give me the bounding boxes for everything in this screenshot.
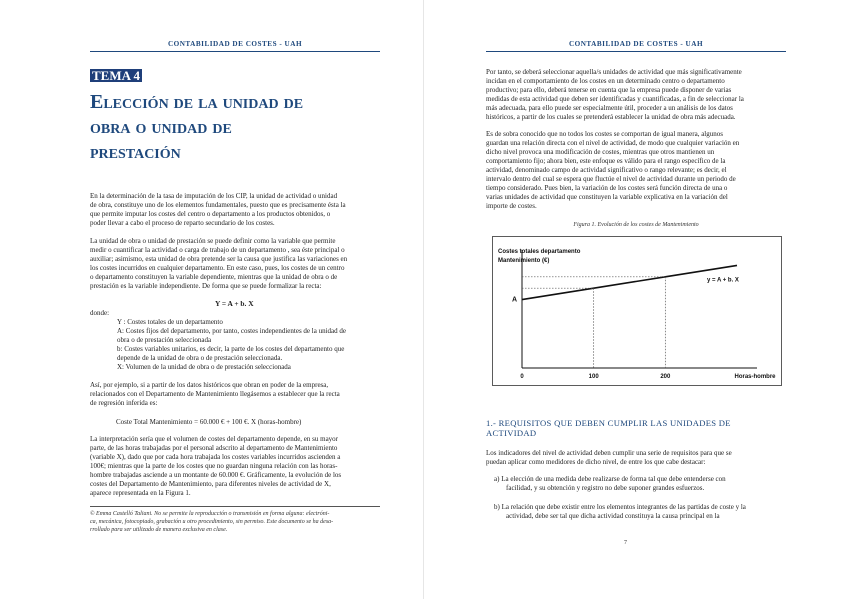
- tema-label: TEMA 4: [92, 68, 141, 83]
- text-line: auxiliar; asimismo, esta unidad de obra pretende ser la causa que justifica las variaciones en: [90, 255, 348, 263]
- x-axis-label: Horas-hombre: [734, 374, 776, 380]
- requirement-item-b: [494, 503, 786, 521]
- definition-paragraph: [90, 237, 382, 291]
- text-line: productivo; para ello, deberá tenerse en cuenta que la empresa puede disponer de varias: [486, 86, 732, 94]
- right-page: [424, 0, 848, 599]
- text-line: medir o cuantificar la actividad o carga de trabajo de un departamento , sea éste principal o: [90, 246, 345, 254]
- text-line: En la determinación de la tasa de imputación de los CIP, la unidad de actividad o unidad: [90, 192, 338, 200]
- text-line: relacionados con el Departamento de Mantenimiento llegásemos a establecer que la recta: [90, 390, 340, 398]
- line-equation-label: y = A + b. X: [707, 277, 739, 284]
- section-heading-line: ACTIVIDAD: [486, 428, 537, 438]
- requirements-paragraph: [486, 449, 786, 467]
- text-line: parte, de las horas trabajadas por el personal adscrito al departamento de Mantenimiento: [90, 444, 338, 452]
- text-line: históricos, a partir de los cuales se pretenderá establecer la unidad de obra más adecuada.: [486, 113, 736, 121]
- x-tick-label-200: 200: [660, 374, 671, 380]
- left-running-header: CONTABILIDAD DE COSTES - UAH: [167, 40, 303, 48]
- maintenance-cost-chart: [492, 236, 782, 386]
- y-axis-label-line2: Mantenimiento (€): [498, 258, 550, 264]
- footer-line: rrollado para ser utilizado de manera exclusiva en clase.: [90, 527, 228, 533]
- chapter-title-line: Elección de la unidad de: [90, 91, 304, 113]
- text-line: guardan una relación directa con el nivel de actividad, de modo que cualquier variación en: [486, 139, 740, 147]
- x-tick-label-100: 100: [588, 374, 599, 380]
- text-line: Así, por ejemplo, si a partir de los datos históricos que obran en poder de la empresa,: [90, 381, 329, 389]
- text-line: La unidad de obra o unidad de prestación se puede definir como la variable que permite: [90, 237, 336, 245]
- text-line: actividad, denominado campo de actividad significativo o rango relevante; es decir, el: [486, 166, 727, 174]
- definition-item: b: Costes variables unitarios, es decir, la parte de los costes del departamento que: [117, 345, 345, 353]
- x-tick-label-0: 0: [520, 374, 524, 380]
- text-line: facilidad, y su obtención y registro no debe suponer grandes esfuerzos.: [506, 484, 705, 492]
- example-paragraph: [90, 381, 382, 408]
- text-line: aparece representada en la Figura 1.: [90, 489, 191, 497]
- page-number: 7: [624, 540, 627, 546]
- text-line: Por tanto, se deberá seleccionar aquella/s unidades de actividad que más significativamente: [486, 68, 742, 76]
- text-line: medidas de esta actividad que deben ser identificadas y cuantificadas, a fin de seleccionar la: [486, 95, 744, 103]
- text-line: 100€; mientras que la parte de los costes que no guardan ninguna relación con las horas-: [90, 462, 338, 470]
- text-line: incidan en el comportamiento de los costes en un determinado centro o departamento: [486, 77, 725, 85]
- text-line: de obra, constituye uno de los elementos fundamentales, puesto que es precisamente ésta la: [90, 201, 346, 209]
- text-line: de regresión inferida es:: [90, 399, 158, 407]
- cost-formula: Coste Total Mantenimiento = 60.000 € + 100 €. X (horas-hombre): [116, 418, 302, 426]
- text-line: comportamiento fijo; ahora bien, este enfoque es válido para el rango específico de la: [486, 157, 726, 165]
- footer-rule: [90, 506, 380, 507]
- line-formula: Y = A + b. X: [215, 299, 254, 308]
- right-running-header: CONTABILIDAD DE COSTES - UAH: [568, 40, 704, 48]
- text-line: (variable X), dado que por cada hora trabajada los costes variables incurridos ascienden a: [90, 453, 341, 461]
- text-line: importe de costes.: [486, 202, 537, 210]
- text-line: prestación es la variable independiente. De forma que se puede formalizar la recta:: [90, 282, 322, 290]
- text-line: costes del Departamento de Mantenimiento, para diferentes niveles de actividad de X,: [90, 480, 331, 488]
- copyright-footer: [90, 510, 382, 534]
- cost-behaviour-paragraph: [486, 130, 786, 211]
- text-line: poder llevar a cabo el proceso de reparto secundario de los costes.: [90, 219, 275, 227]
- left-header-rule: [90, 51, 380, 52]
- text-line: puedan aplicar como medidores de dicho nivel, de entre los que cabe destacar:: [486, 458, 706, 466]
- interpretation-paragraph: [90, 435, 382, 498]
- text-line: Es de sobra conocido que no todos los costes se comportan de igual manera, algunos: [486, 130, 723, 138]
- y-axis-label-line1: Costes totales departamento: [498, 249, 581, 255]
- selection-paragraph: [486, 68, 786, 122]
- definition-item: obra o de prestación seleccionada: [117, 336, 212, 344]
- text-line: hombre trabajadas asciende a un montante de 60.000 €. Gráficamente, la evolución de los: [90, 471, 342, 479]
- definition-item: depende de la unidad de obra o de prestación seleccionada.: [117, 354, 283, 362]
- text-line: b) La relación que debe existir entre los elementos integrantes de las partidas de coste y la: [494, 503, 746, 511]
- right-header-rule: [486, 51, 786, 52]
- text-line: tiempo considerado. Pues bien, la variación de los costes será función directa de una o: [486, 184, 728, 192]
- footer-line: © Emma Castelló Taliani. No se permite la reproducción o transmisión en forma alguna: electróni-: [90, 511, 330, 517]
- figure-caption: Figura 1. Evolución de los costes de Mantenimiento: [573, 222, 699, 228]
- chapter-title-line: obra o unidad de: [90, 116, 232, 138]
- text-line: La interpretación sería que el volumen de costes del departamento depende, en su mayor: [90, 435, 339, 443]
- section-heading: [486, 418, 786, 438]
- footer-line: ca, mecánica, fotocopiado, grabación u otro procedimiento, sin permiso. Este documento se ha desa-: [90, 519, 334, 525]
- chapter-title-line: prestación: [90, 141, 181, 163]
- text-line: los costes incurridos en cualquier departamento. En este caso, pues, los costes de un centro: [90, 264, 345, 272]
- requirement-item-a: [494, 475, 786, 493]
- text-line: que permite imputar los costes del centro o departamento a los productos obtenidos, o: [90, 210, 331, 218]
- text-line: intervalo dentro del cual se espera que fluctúe el nivel de actividad durante un periodo de: [486, 175, 736, 183]
- definitions-list: [117, 318, 379, 372]
- definition-item: X: Volumen de la unidad de obra o de prestación seleccionada: [117, 363, 291, 371]
- section-heading-line: 1.- REQUISITOS QUE DEBEN CUMPLIR LAS UNIDADES DE: [486, 418, 731, 428]
- text-line: más adecuada, para ello puede ser especialmente útil, proceder a un análisis de los datos: [486, 104, 733, 112]
- text-line: dicho nivel provoca una modificación de costes, mientras que otros mantienen un: [486, 148, 715, 156]
- donde-label: donde:: [90, 309, 110, 317]
- text-line: a) La elección de una medida debe realizarse de forma tal que debe entenderse con: [494, 475, 726, 483]
- definition-item: A: Costes fijos del departamento, por tanto, costes independientes de la unidad de: [117, 327, 346, 335]
- intercept-label: A: [512, 296, 518, 304]
- text-line: Los indicadores del nivel de actividad deben cumplir una serie de requisitos para que se: [486, 449, 732, 457]
- text-line: varias unidades de actividad que constituyen la variable explicativa en la variación del: [486, 193, 728, 201]
- chapter-title: [90, 90, 390, 165]
- text-line: actividad, debe ser tal que dicha actividad constituya la causa principal en la: [506, 512, 720, 520]
- text-line: o departamento constituyen la variable dependiente, mientras que la unidad de obra o de: [90, 273, 338, 281]
- intro-paragraph: [90, 192, 382, 228]
- definition-item: Y : Costes totales de un departamento: [117, 318, 223, 326]
